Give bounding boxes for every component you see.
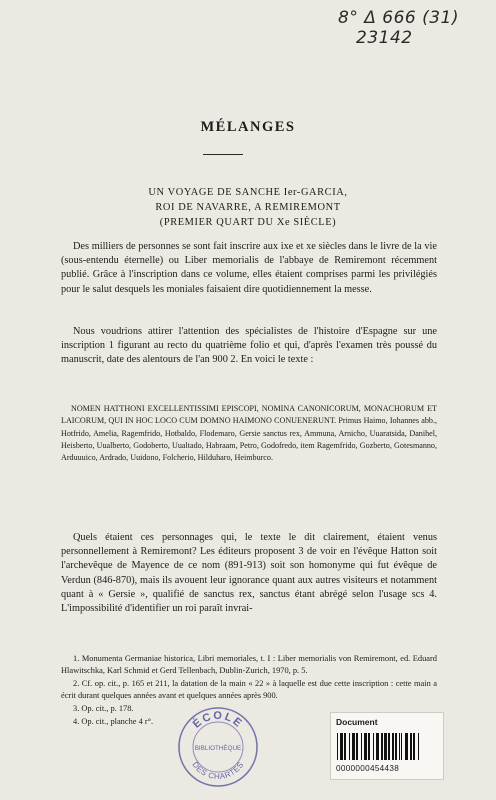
paragraph-3-text: Quels étaient ces personnages qui, le texte le dit clairement, étaient venus personnellement à Remiremont? Les éditeurs proposent 3 de voir en l'évêque Hatton soit l'archevêque de Mayence de ce nom (891-913) soit son homonyme qui fut évêque de Verdun (846-870), mais ils avouent leur ignorance quant aux autres visiteurs et notamment quant à « Gersie », qualifié de sanctus rex, sanctus étant abrégé selon l'usage scs 4. L'impossibilité d'identifier un roi paraît invrai- [61,532,437,615]
barcode-bar [384,733,387,760]
handwritten-shelfmark [338,8,488,48]
footnote-3: 3. Op. cit., p. 178. [73,704,134,713]
article-title [98,185,398,230]
barcode-bar [392,733,394,760]
document-label-title: Document [336,717,378,727]
footnote-1: 1. Monumenta Germaniae historica, Libri memoriales, t. I : Liber memorialis von Remiremont, ed. Eduard Hlawitschka, Karl Schmid et Gerd Tellenbach, Dublin-Zurich, 1970, p. 5. [61,654,437,675]
barcode-bar [388,733,390,760]
footnote-2: 2. Cf. op. cit., p. 165 et 211, la datation de la main « 22 » à laquelle est due cette inscription : cette main a écrit durant quelques années avant et quelques années après 900. [61,679,437,700]
barcode-bar [413,733,415,760]
barcode-bar [418,733,419,760]
barcode-bar [373,733,374,760]
barcode-number: 0000000454438 [336,764,400,773]
barcode-bar [344,733,346,760]
svg-text:DES CHARTES [190,760,245,781]
barcode-bar [340,733,343,760]
barcode-bar [352,733,355,760]
barcode-bar [364,733,367,760]
barcode-bar [405,733,408,760]
stamp-middle-text: BIBLIOTHÈQUE [194,745,242,752]
barcode-bar [376,733,379,760]
paragraph-3 [61,531,437,616]
barcode-bar [401,733,402,760]
title-divider [203,154,243,155]
article-title-line-2: ROI DE NAVARRE, A REMIREMONT [155,202,341,213]
barcode-bar [410,733,412,760]
footnote-4: 4. Op. cit., planche 4 r°. [73,717,154,726]
barcode-bar [399,733,400,760]
quoted-inscription [61,403,437,464]
article-title-line-1: UN VOYAGE DE SANCHE Ier-GARCIA, [148,187,348,198]
barcode-bar [381,733,383,760]
barcode-bar [349,733,350,760]
section-title: MÉLANGES [200,119,296,135]
barcode-bar [337,733,338,760]
article-title-line-3: (PREMIER QUART DU Xe SIÈCLE) [159,217,337,228]
barcode-bar [368,733,370,760]
shelfmark-line-2: 23142 [356,28,413,48]
quoted-inscription-text: NOMEN HATTHONI EXCELLENTISSIMI EPISCOPI, NOMINA CANONICORUM, MONACHORUM ET LAICORUM, QUI IN HOC LOCO CUM DOMNO HAIMONO CONUENERUNT. Primus Haimo, Iohannes abb., Hotfrido, Amelia, Ragemfrido, Hotbaldo, Flodemaro, Gersie sanctus rex, Ammuna, Arnicho, Uuaratsida, Danihel, Heisberto, Uualberto, Godoberto, Uualtado, Habraam, Petro, Godofredo, item Ragemfrido, Gozberto, Gotesmanno, Arduuuico, Ardrado, Uuidono, Folcherio, Hilduharo, Heimburco. [61,404,437,463]
barcode-icon [336,733,436,761]
stamp-top-text: ÉCOLE [190,709,246,731]
barcode-bar [395,733,397,760]
paragraph-2-text: Nous voudrions attirer l'attention des spécialistes de l'histoire d'Espagne sur une inscription 1 figurant au recto du quatrième folio et qui, d'après l'examen très poussé du manuscrit, date des alentours de l'an 900 2. En voici le texte : [61,326,437,366]
barcode-bar [361,733,362,760]
shelfmark-line-1: 8° Δ 666 (31) [338,8,460,28]
stamp-bottom-text: DES CHARTES [190,760,246,782]
library-stamp-icon [176,705,260,789]
document-label [330,712,444,780]
paragraph-1 [61,240,437,297]
paragraph-1-text: Des milliers de personnes se sont fait inscrire aux ixe et xe siècles dans le livre de la vie (sous-entendu éternelle) ou Liber memorialis de l'abbaye de Remiremont récemment publié. Grâce à l'inscription dans ce volume, elles étaient comprises parmi les privilégiés pour le salut desquels les moniales faisaient dire quotidiennement la messe. [61,241,437,295]
paragraph-2 [61,325,437,368]
barcode-bar [356,733,358,760]
